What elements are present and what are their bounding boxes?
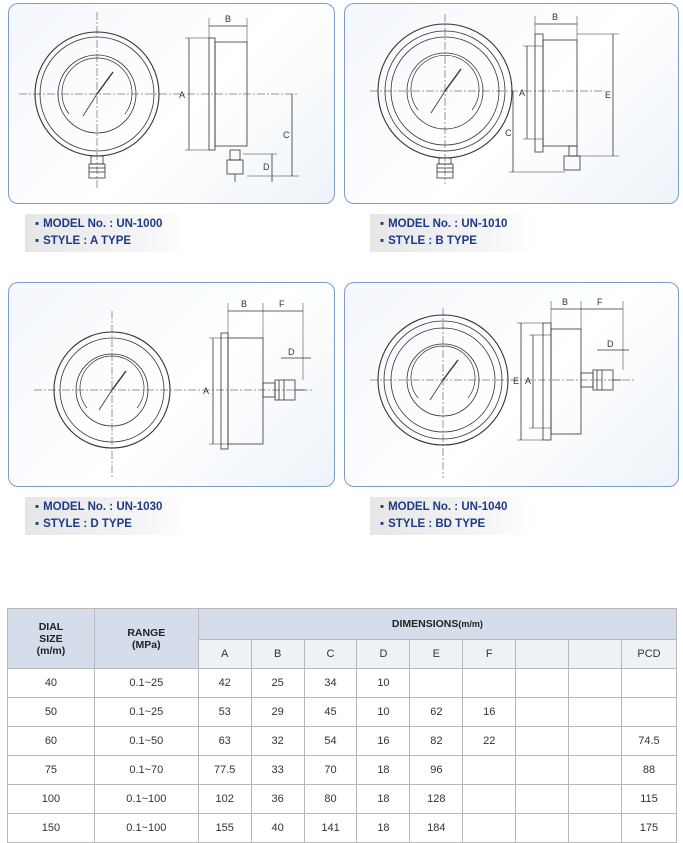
range-cell: 0.1~100 — [94, 814, 198, 843]
dimension-cell: 25 — [251, 669, 304, 698]
dimension-cell: 42 — [198, 669, 251, 698]
dimension-cell — [569, 698, 622, 727]
dial-size-header: DIAL SIZE (m/m) — [8, 609, 95, 669]
dimension-label-a: A — [203, 386, 210, 396]
style-line: ▪ STYLE : D TYPE — [35, 518, 132, 530]
dimensions-table — [7, 608, 677, 843]
range-cell: 0.1~50 — [94, 727, 198, 756]
table-row — [8, 785, 677, 814]
style-type: B TYPE — [435, 235, 477, 247]
dimension-label-a: A — [525, 376, 532, 386]
column-header: E — [410, 640, 463, 669]
model-number: UN-1000 — [116, 218, 163, 230]
column-header: D — [357, 640, 410, 669]
dimension-cell: 18 — [357, 785, 410, 814]
dimensions-header: DIMENSIONS(m/m) — [198, 609, 676, 640]
style-line: ▪ STYLE : B TYPE — [380, 235, 477, 247]
dial-size-cell: 75 — [8, 756, 95, 785]
table-row — [8, 814, 677, 843]
dimension-label-b: B — [241, 299, 248, 309]
dimension-cell — [569, 814, 622, 843]
dimension-cell: 54 — [304, 727, 357, 756]
style-type: D TYPE — [90, 518, 132, 530]
dimension-cell: 141 — [304, 814, 357, 843]
dimension-label-e: E — [605, 90, 612, 100]
dimension-cell — [516, 785, 569, 814]
range-cell: 0.1~70 — [94, 756, 198, 785]
dimension-cell: 22 — [463, 727, 516, 756]
dimension-cell: 62 — [410, 698, 463, 727]
dimension-label-a: A — [179, 90, 186, 100]
model-line: ▪ MODEL No. : UN-1040 — [380, 501, 508, 513]
range-header: RANGE (MPa) — [94, 609, 198, 669]
column-header: C — [304, 640, 357, 669]
drawing-panel-un-1000 — [8, 3, 335, 204]
dimension-cell — [569, 756, 622, 785]
caption-un-1030 — [25, 497, 190, 535]
dimension-label-d: D — [288, 347, 295, 357]
dimension-cell: 18 — [357, 756, 410, 785]
model-number: UN-1040 — [461, 501, 508, 513]
dimension-cell: 34 — [304, 669, 357, 698]
range-cell: 0.1~100 — [94, 785, 198, 814]
dimension-cell: 33 — [251, 756, 304, 785]
model-number: UN-1030 — [116, 501, 163, 513]
dimension-cell — [463, 756, 516, 785]
dimension-cell: 18 — [357, 814, 410, 843]
dimension-cell: 36 — [251, 785, 304, 814]
column-header: F — [463, 640, 516, 669]
dimension-cell: 29 — [251, 698, 304, 727]
style-type: BD TYPE — [435, 518, 486, 530]
gauge-drawing-d-type — [9, 283, 334, 486]
dimension-cell — [621, 669, 676, 698]
table-row — [8, 756, 677, 785]
dimension-cell — [569, 785, 622, 814]
dimension-cell — [516, 756, 569, 785]
dimension-cell: 175 — [621, 814, 676, 843]
dimension-cell — [463, 814, 516, 843]
dimension-cell — [621, 698, 676, 727]
gauge-drawing-b-type — [345, 4, 678, 203]
dimension-label-a: A — [519, 88, 526, 98]
dimension-cell: 155 — [198, 814, 251, 843]
dimension-label-f: F — [597, 297, 603, 307]
range-cell: 0.1~25 — [94, 669, 198, 698]
column-header: PCD — [621, 640, 676, 669]
dimension-label-b: B — [225, 14, 232, 24]
dimension-cell — [516, 814, 569, 843]
dimension-cell: 128 — [410, 785, 463, 814]
dimension-cell: 80 — [304, 785, 357, 814]
dimension-cell: 102 — [198, 785, 251, 814]
dimension-cell: 96 — [410, 756, 463, 785]
dimension-label-c: C — [505, 128, 512, 138]
dimension-cell: 32 — [251, 727, 304, 756]
dimension-cell: 53 — [198, 698, 251, 727]
style-type: A TYPE — [89, 235, 132, 247]
drawing-panel-un-1030 — [8, 282, 335, 487]
dimension-label-b: B — [552, 12, 559, 22]
dial-size-cell: 40 — [8, 669, 95, 698]
dimension-cell — [516, 727, 569, 756]
drawing-panel-un-1010 — [344, 3, 679, 204]
dimension-label-c: C — [283, 130, 290, 140]
table-row — [8, 698, 677, 727]
style-line: ▪ STYLE : A TYPE — [35, 235, 132, 247]
range-cell: 0.1~25 — [94, 698, 198, 727]
dimension-cell: 10 — [357, 669, 410, 698]
dimension-label-d: D — [607, 339, 614, 349]
caption-un-1010 — [370, 214, 535, 252]
dial-size-cell: 50 — [8, 698, 95, 727]
dial-size-cell: 100 — [8, 785, 95, 814]
gauge-drawing-a-type — [9, 4, 334, 203]
column-header: A — [198, 640, 251, 669]
column-header — [569, 640, 622, 669]
dimension-cell — [410, 669, 463, 698]
model-number: UN-1010 — [461, 218, 508, 230]
dimension-cell: 74.5 — [621, 727, 676, 756]
drawing-panel-un-1040 — [344, 282, 679, 487]
dimension-cell — [516, 698, 569, 727]
dimension-cell: 45 — [304, 698, 357, 727]
column-header — [516, 640, 569, 669]
dial-size-cell: 150 — [8, 814, 95, 843]
table-row — [8, 669, 677, 698]
dimension-cell: 40 — [251, 814, 304, 843]
dimension-cell — [463, 785, 516, 814]
table-row — [8, 727, 677, 756]
caption-un-1040 — [370, 497, 535, 535]
dimension-cell: 115 — [621, 785, 676, 814]
dimension-label-e: E — [513, 376, 520, 386]
dimension-cell: 82 — [410, 727, 463, 756]
dimension-cell: 88 — [621, 756, 676, 785]
dimension-cell — [463, 669, 516, 698]
dimension-label-d: D — [263, 162, 270, 172]
dimension-label-f: F — [279, 299, 285, 309]
dimension-cell — [516, 669, 569, 698]
column-header: B — [251, 640, 304, 669]
caption-un-1000 — [25, 214, 190, 252]
dimension-cell: 77.5 — [198, 756, 251, 785]
style-line: ▪ STYLE : BD TYPE — [380, 518, 486, 530]
model-line: ▪ MODEL No. : UN-1000 — [35, 218, 163, 230]
dimension-cell: 70 — [304, 756, 357, 785]
dimension-cell: 63 — [198, 727, 251, 756]
dial-size-cell: 60 — [8, 727, 95, 756]
dimension-cell: 184 — [410, 814, 463, 843]
dimension-cell — [569, 727, 622, 756]
dimension-cell: 10 — [357, 698, 410, 727]
gauge-drawing-bd-type — [345, 283, 678, 486]
dimension-label-b: B — [562, 297, 569, 307]
dimension-cell: 16 — [357, 727, 410, 756]
model-line: ▪ MODEL No. : UN-1010 — [380, 218, 508, 230]
model-line: ▪ MODEL No. : UN-1030 — [35, 501, 163, 513]
dimension-cell: 16 — [463, 698, 516, 727]
dimension-cell — [569, 669, 622, 698]
